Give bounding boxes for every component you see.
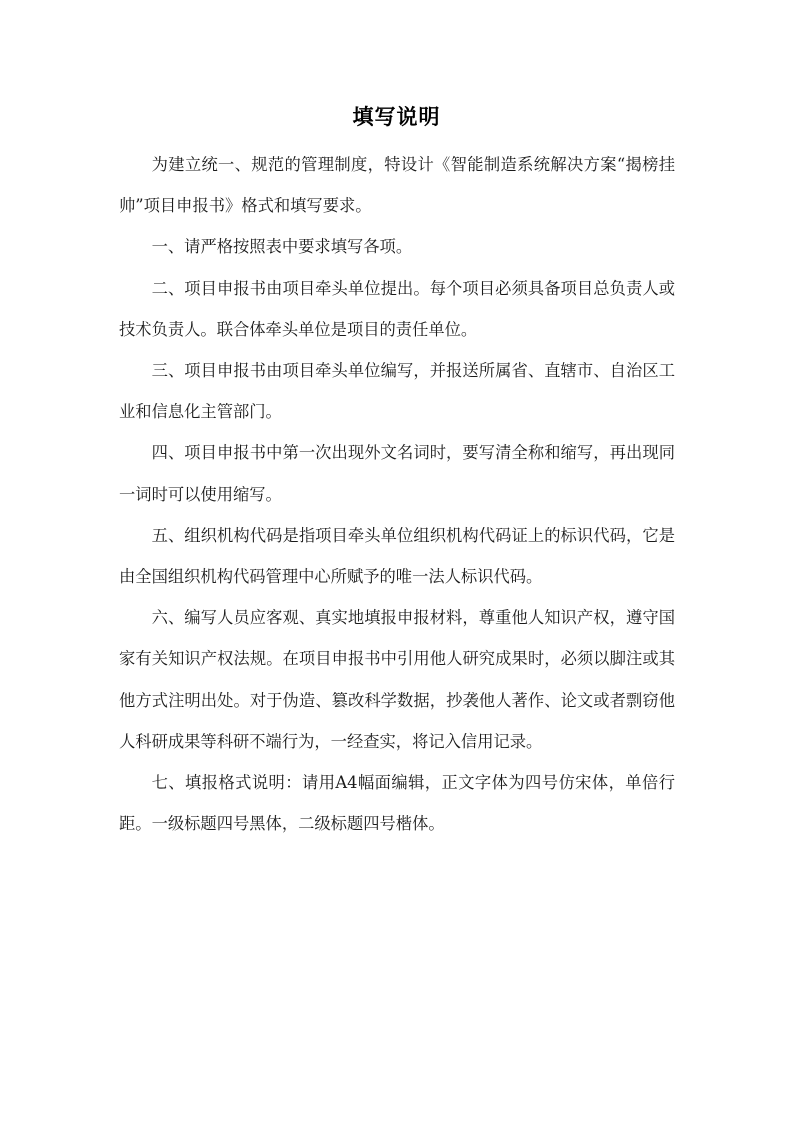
instruction-item-7: 七、填报格式说明：请用A4幅面编辑，正文字体为四号仿宋体，单倍行距。一级标题四号黑体，二级标题四号楷体。 xyxy=(119,773,675,834)
instructions-body xyxy=(119,144,675,844)
instruction-item-2: 二、项目申报书由项目牵头单位提出。每个项目必须具备项目总负责人或技术负责人。联合体牵头单位是项目的责任单位。 xyxy=(119,278,675,339)
instruction-item-1: 一、请严格按照表中要求填写各项。 xyxy=(151,237,413,257)
instruction-item-3: 三、项目申报书由项目牵头单位编写，并报送所属省、直辖市、自治区工业和信息化主管部门。 xyxy=(119,361,675,422)
instruction-item-6: 六、编写人员应客观、真实地填报申报材料，尊重他人知识产权，遵守国家有关知识产权法规。在项目申报书中引用他人研究成果时，必须以脚注或其他方式注明出处。对于伪造、篡改科学数据，抄袭他人著作、论文或者剽窃他人科研成果等科研不端行为，一经查实，将记入信用记录。 xyxy=(119,608,675,751)
instruction-item-5: 五、组织机构代码是指项目牵头单位组织机构代码证上的标识代码，它是由全国组织机构代码管理中心所赋予的唯一法人标识代码。 xyxy=(119,525,675,587)
page-title: 填写说明 xyxy=(352,105,441,129)
intro-paragraph: 为建立统一、规范的管理制度，特设计《智能制造系统解决方案“揭榜挂帅”项目申报书》格式和填写要求。 xyxy=(119,155,675,216)
instruction-item-4: 四、项目申报书中第一次出现外文名词时，要写清全称和缩写，再出现同一词时可以使用缩写。 xyxy=(119,443,675,504)
